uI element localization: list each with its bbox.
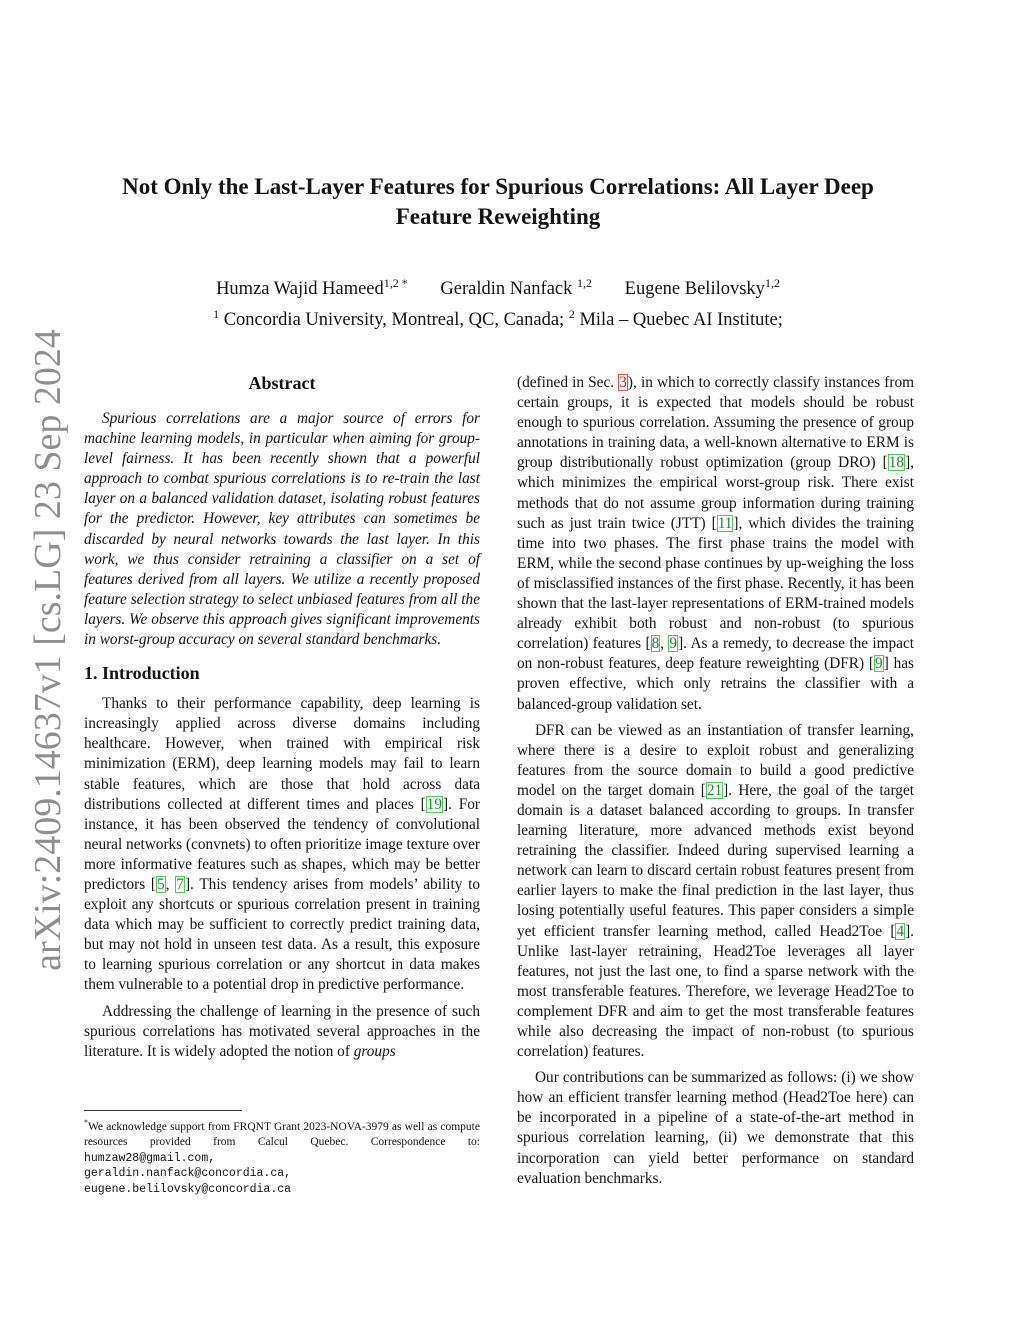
email-link[interactable]: geraldin.nanfack@concordia.ca,	[84, 1167, 292, 1181]
intro-paragraph-1: Thanks to their performance capability, deep learning is increasingly applied across diverse domains including healthcare. However, when trained with empirical risk minimization (ERM), deep learning models may fail to learn stable features, which are those that hold across data distributions collected at different times and places [19]. For instance, it has been observed the tendency of convolutional neural networks (convnets) to often prioritize image texture over more informative features such as shapes, which may be better predictors [5, 7]. This tendency arises from models’ ability to exploit any shortcuts or spurious correlation present in training data which may be sufficient to correctly predict training data, but may not hold in unseen test data. As a result, this exposure to learning spurious correlation or any shortcut in data makes them vulnerable to a potential drop in predictive performance.	[84, 695, 481, 994]
footnote-mark: *	[84, 1118, 88, 1127]
author-affil-mark: 1,2 *	[383, 276, 408, 290]
footnote	[84, 1115, 480, 1197]
citation-link[interactable]: 5	[157, 875, 165, 893]
citation-link[interactable]: 11	[717, 514, 733, 532]
left-column	[84, 372, 480, 1062]
arxiv-identifier: arXiv:2409.14637v1 [cs.LG] 23 Sep 2024	[27, 329, 69, 971]
citation-link[interactable]: 8	[651, 635, 660, 653]
section-heading-introduction: 1. Introduction	[84, 663, 200, 684]
author-name: Geraldin Nanfack	[440, 279, 573, 300]
body-paragraph-2: DFR can be viewed as an instantiation of transfer learning, where there is a desire to exploit robust and generalizing features from the source domain to build a good predictive model on the target domain [21]. Here, the goal of the target domain is a dataset balanced according to groups. In transfer learning literature, more advanced methods exist beyond retraining the classifier. Indeed during supervised learning a network can learn to discard certain robust features present from earlier layers to make the final prediction in the last layer, thus losing potentially useful features. This paper considers a simple yet efficient transfer learning method, called Head2Toe [4]. Unlike last-layer retraining, Head2Toe leverages all layer features, not just the last one, to find a sparse network with the most transferable features. Therefore, we leverage Head2Toe to complement DFR and aim to get the most transferable features while also decreasing the impact of non-robust (to spurious correlation) features.	[517, 721, 914, 1061]
citation-link[interactable]: 9	[875, 655, 883, 673]
author-3	[625, 271, 780, 301]
abstract-text: Spurious correlations are a major source of errors for machine learning models, in particular when aiming for group-level fairness. It has been recently shown that a powerful approach to combat spurious correlations is to re-train the last layer on a balanced validation dataset, isolating robust features for the predictor. However, key attributes can sometimes be discarded by neural networks towards the last layer. In this work, we thus consider retraining a classifier on a set of features derived from all layers. We utilize a recently proposed feature selection strategy to select unbiased features from all the layers. We observe this approach gives significant improvements in worst-group accuracy on several standard benchmarks.	[84, 410, 480, 649]
body-paragraph-1: (defined in Sec. 3), in which to correctly classify instances from certain groups, it is expected that models should be robust enough to spurious correlation. Assuming the presence of group annotations in training data, a well-known alternative to ERM is group distributionally robust optimization (group DRO) [18], which minimizes the empirical worst-group risk. There exist methods that do not assume group information during training such as just train twice (JTT) [11], which divides the training time into two phases. The first phase trains the model with ERM, while the second phase continues by up-weighing the loss of misclassified instances of the first phase. Recently, it has been shown that the last-layer representations of ERM-trained models already exhibit both robust and non-robust (to spurious correlation) features [8, 9]. As a remedy, to decrease the impact on non-robust features, deep feature reweighting (DFR) [9] has proven effective, which only retrains the classifier with a balanced-group validation set.	[517, 374, 915, 713]
citation-link[interactable]: 7	[176, 875, 184, 893]
author-2	[440, 271, 592, 301]
author-1	[216, 271, 408, 301]
affil-2: Mila – Quebec AI Institute;	[579, 310, 783, 331]
citation-link[interactable]: 19	[426, 795, 442, 813]
intro-paragraph-2: Addressing the challenge of learning in the presence of such spurious correlations has motivated several approaches in the literature. It is widely adopted the notion of groups	[84, 1002, 480, 1060]
author-list	[90, 271, 906, 301]
section-ref-link[interactable]: 3	[619, 374, 627, 391]
affil-mark-1: 1	[213, 307, 220, 321]
citation-link[interactable]: 18	[888, 454, 905, 472]
author-affil-mark: 1,2	[577, 276, 593, 290]
affiliations	[90, 302, 906, 332]
affil-1: Concordia University, Montreal, QC, Canada;	[223, 310, 565, 331]
body-paragraph-3: Our contributions can be summarized as follows: (i) we show how an efficient transfer learning method (Head2Toe here) can be incorporated in a pipeline of a state-of-the-art method in spurious correlation learning, (ii) we demonstrate that this incorporation can yield better performance on standard evaluation benchmarks.	[517, 1069, 914, 1187]
affil-mark-2: 2	[568, 307, 575, 321]
paper-title: Not Only the Last-Layer Features for Spurious Correlations: All Layer Deep Feature Reweighting	[122, 174, 874, 229]
citation-link[interactable]: 4	[896, 922, 905, 940]
email-link[interactable]: humzaw28@gmail.com,	[84, 1151, 216, 1165]
citation-link[interactable]: 21	[706, 781, 723, 799]
citation-link[interactable]: 9	[669, 635, 678, 653]
email-link[interactable]: eugene.belilovsky@concordia.ca	[84, 1182, 292, 1196]
author-name: Eugene Belilovsky	[624, 279, 765, 300]
author-name: Humza Wajid Hameed	[216, 279, 384, 300]
footnote-rule	[84, 1110, 242, 1111]
abstract-heading: Abstract	[248, 373, 316, 393]
footnote-text: We acknowledge support from FRQNT Grant 2023-NOVA-3979 as well as compute resources provided from Calcul Quebec. Correspondence to:	[84, 1120, 480, 1149]
emphasis-groups: groups	[353, 1042, 396, 1060]
author-affil-mark: 1,2	[764, 276, 780, 290]
right-column	[517, 373, 914, 1189]
